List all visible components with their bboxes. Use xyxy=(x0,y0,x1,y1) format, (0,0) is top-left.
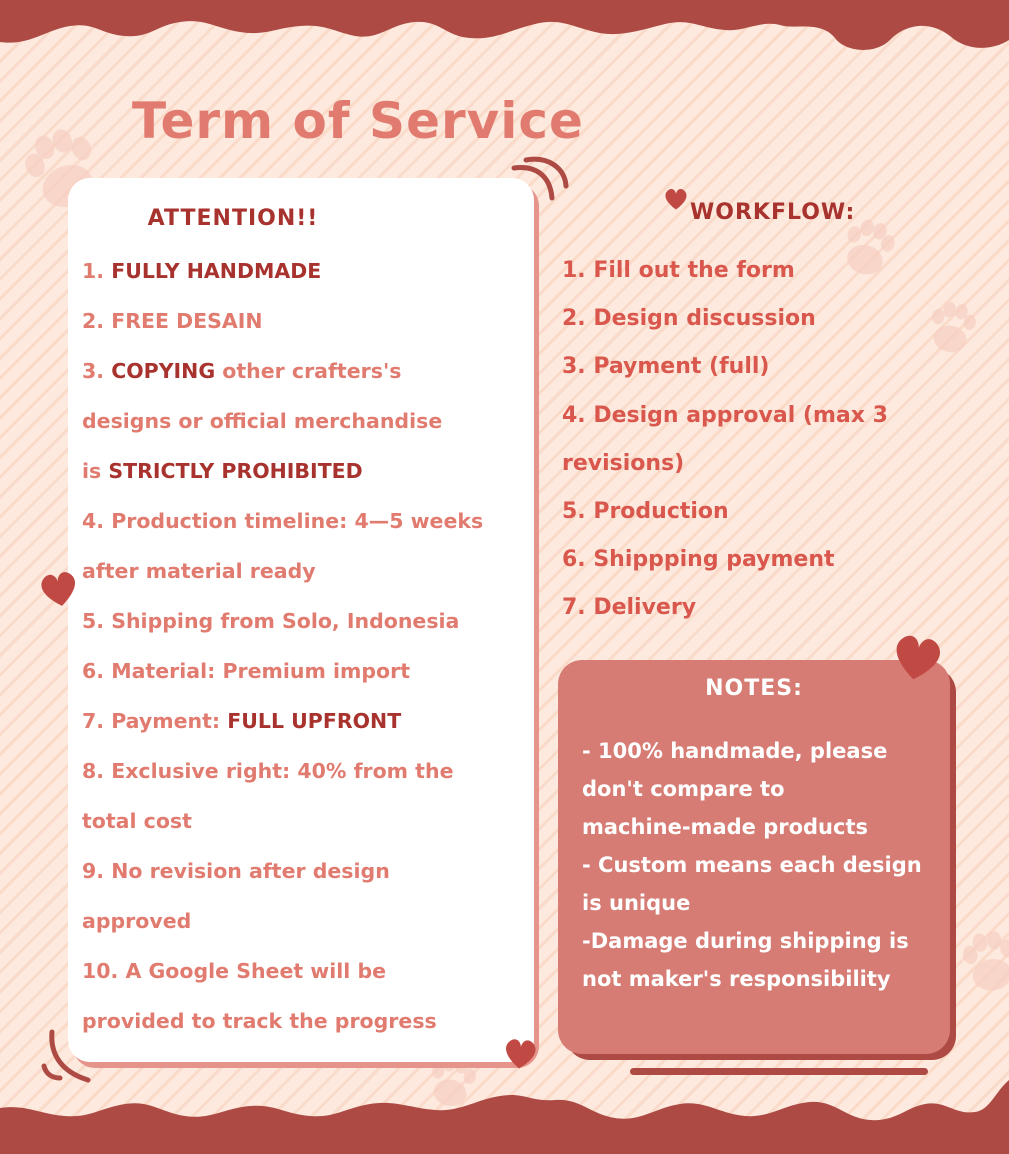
workflow-step: 6. Shippping payment xyxy=(562,547,835,573)
workflow-step: 4. Design approval (max 3 xyxy=(562,402,888,428)
attention-line xyxy=(82,252,522,302)
notes-underline-bar xyxy=(630,1068,928,1075)
workflow-step: 5. Production xyxy=(562,498,729,524)
notes-heading: NOTES: xyxy=(705,676,803,701)
paw-print-icon xyxy=(960,928,1009,995)
notes-line: is unique xyxy=(582,891,691,915)
workflow-step: 3. Payment (full) xyxy=(562,354,770,380)
attention-emphasis: FULL UPFRONT xyxy=(227,709,402,733)
attention-text: other crafters's xyxy=(215,359,402,383)
notes-text xyxy=(582,732,942,998)
attention-line xyxy=(82,902,522,952)
attention-text: 8. Exclusive right: 40% from the xyxy=(82,759,454,783)
attention-line xyxy=(82,1002,522,1052)
attention-text: 4. Production timeline: 4—5 weeks xyxy=(82,509,484,533)
attention-text: approved xyxy=(82,909,192,933)
bottom-wave-border xyxy=(0,1080,1009,1154)
workflow-step: revisions) xyxy=(562,450,685,476)
attention-text: total cost xyxy=(82,809,192,833)
attention-line xyxy=(82,302,522,352)
attention-text: 3. xyxy=(82,359,112,383)
attention-text: 7. Payment: xyxy=(82,709,228,733)
attention-text: 2. FREE DESAIN xyxy=(82,309,263,333)
attention-list xyxy=(82,252,522,1052)
workflow-step: 2. Design discussion xyxy=(562,306,816,332)
page-title: Term of Service xyxy=(132,92,584,150)
attention-text: 10. A Google Sheet will be xyxy=(82,959,387,983)
attention-text: provided to track the progress xyxy=(82,1009,437,1033)
notes-line: don't compare to xyxy=(582,777,785,801)
attention-text: 6. Material: Premium import xyxy=(82,659,411,683)
notes-line: not maker's responsibility xyxy=(582,967,891,991)
attention-line xyxy=(82,402,522,452)
attention-text: 1. xyxy=(82,259,112,283)
workflow-step: 7. Delivery xyxy=(562,595,697,621)
attention-text: is xyxy=(82,459,109,483)
attention-line xyxy=(82,652,522,702)
attention-line xyxy=(82,602,522,652)
attention-line xyxy=(82,552,522,602)
attention-line xyxy=(82,502,522,552)
attention-text: designs or official merchandise xyxy=(82,409,443,433)
attention-line xyxy=(82,452,522,502)
attention-emphasis: STRICTLY PROHIBITED xyxy=(108,459,363,483)
attention-text: 9. No revision after design xyxy=(82,859,390,883)
attention-text: after material ready xyxy=(82,559,316,583)
notes-line: machine-made products xyxy=(582,815,868,839)
notes-line: - Custom means each design xyxy=(582,853,922,877)
notes-line: -Damage during shipping is xyxy=(582,929,909,953)
attention-emphasis: FULLY HANDMADE xyxy=(111,259,322,283)
attention-text: 5. Shipping from Solo, Indonesia xyxy=(82,609,460,633)
attention-line xyxy=(82,702,522,752)
attention-line xyxy=(82,952,522,1002)
workflow-heading: WORKFLOW: xyxy=(690,200,856,225)
attention-line xyxy=(82,802,522,852)
attention-line xyxy=(82,752,522,802)
attention-line xyxy=(82,852,522,902)
workflow-step: 1. Fill out the form xyxy=(562,258,795,283)
top-wave-border xyxy=(0,0,1009,50)
attention-heading: ATTENTION!! xyxy=(147,206,319,231)
notes-line: - 100% handmade, please xyxy=(582,739,888,763)
attention-line xyxy=(82,352,522,402)
attention-emphasis: COPYING xyxy=(111,359,216,383)
workflow-list xyxy=(562,252,982,638)
